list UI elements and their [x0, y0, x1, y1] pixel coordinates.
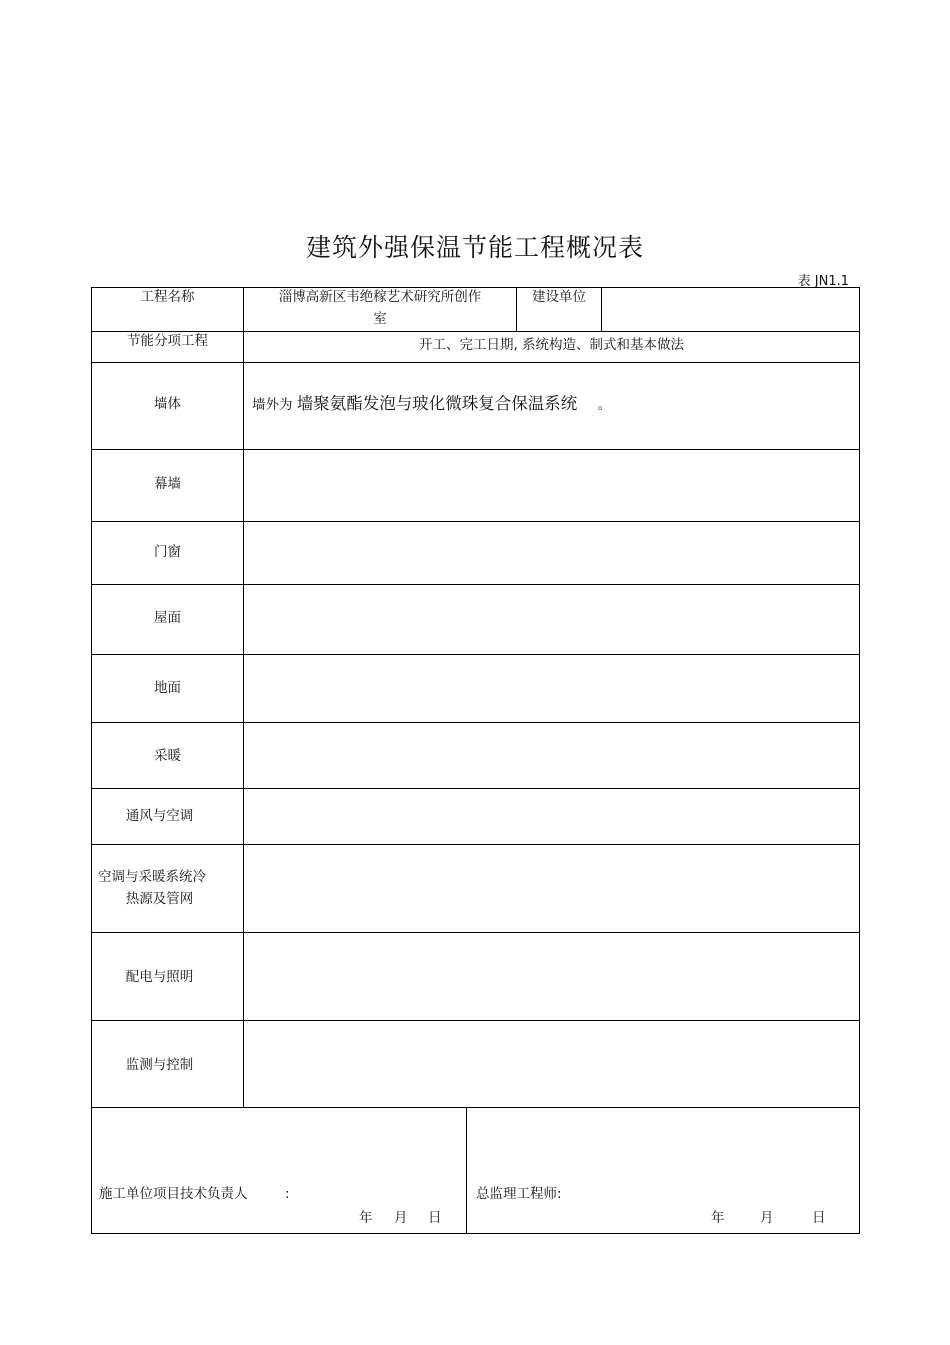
project-name-value: 淄博高新区韦绝稼艺术研究所创作: [278, 289, 482, 305]
contractor-tech-lead-label: 施工单位项目技术负责人: [99, 1186, 248, 1202]
column-divider: [466, 1107, 467, 1233]
row-label-power-lighting: 配电与照明: [125, 969, 194, 985]
row-label-floor: 地面: [154, 680, 181, 696]
row-label-hvac-source-line1: 空调与采暖系统冷: [98, 869, 206, 885]
row-divider: [92, 654, 859, 655]
wall-method-value: [252, 394, 611, 415]
row-label-wall: 墙体: [154, 396, 181, 412]
row-divider: [92, 1107, 859, 1108]
subproject-header: 节能分项工程: [127, 333, 208, 349]
builder-label: 建设单位: [532, 289, 586, 305]
wall-method-main: 墙聚氨酯发泡与玻化微珠复合保温系统: [296, 394, 578, 413]
contractor-colon: :: [285, 1186, 290, 1202]
supervisor-year: 年: [711, 1210, 725, 1226]
row-label-doors-windows: 门窗: [154, 544, 181, 560]
row-divider: [92, 932, 859, 933]
overview-table: [91, 287, 860, 1234]
page-title: 建筑外强保温节能工程概况表: [305, 233, 644, 262]
row-divider: [92, 844, 859, 845]
supervisor-day: 日: [812, 1210, 826, 1226]
contractor-year: 年: [359, 1210, 373, 1226]
row-label-hvac-source-line2: 热源及管网: [125, 891, 194, 907]
row-label-heating: 采暖: [154, 748, 181, 764]
row-label-ventilation: 通风与空调: [125, 808, 194, 824]
form-code: 表 JN1.1: [797, 274, 849, 289]
contractor-month: 月: [394, 1210, 408, 1226]
column-divider: [243, 288, 244, 1107]
wall-method-prefix: 墙外为: [252, 397, 293, 413]
chief-supervisor-label: 总监理工程师:: [476, 1186, 562, 1202]
row-divider: [92, 788, 859, 789]
contractor-day: 日: [428, 1210, 442, 1226]
supervisor-month: 月: [760, 1210, 774, 1226]
row-divider: [92, 722, 859, 723]
method-header: 开工、完工日期, 系统构造、制式和基本做法: [418, 337, 685, 353]
row-label-roof: 屋面: [154, 610, 181, 626]
project-name-label: 工程名称: [140, 289, 195, 305]
column-divider: [601, 288, 602, 331]
row-divider: [92, 1020, 859, 1021]
row-label-monitoring: 监测与控制: [125, 1057, 194, 1073]
wall-method-suffix: 。: [597, 397, 612, 413]
row-divider: [92, 584, 859, 585]
row-divider: [92, 449, 859, 450]
row-divider: [92, 362, 859, 363]
row-divider: [92, 521, 859, 522]
project-name-value-cont: 室: [373, 311, 387, 327]
row-label-curtain-wall: 幕墙: [154, 476, 181, 492]
